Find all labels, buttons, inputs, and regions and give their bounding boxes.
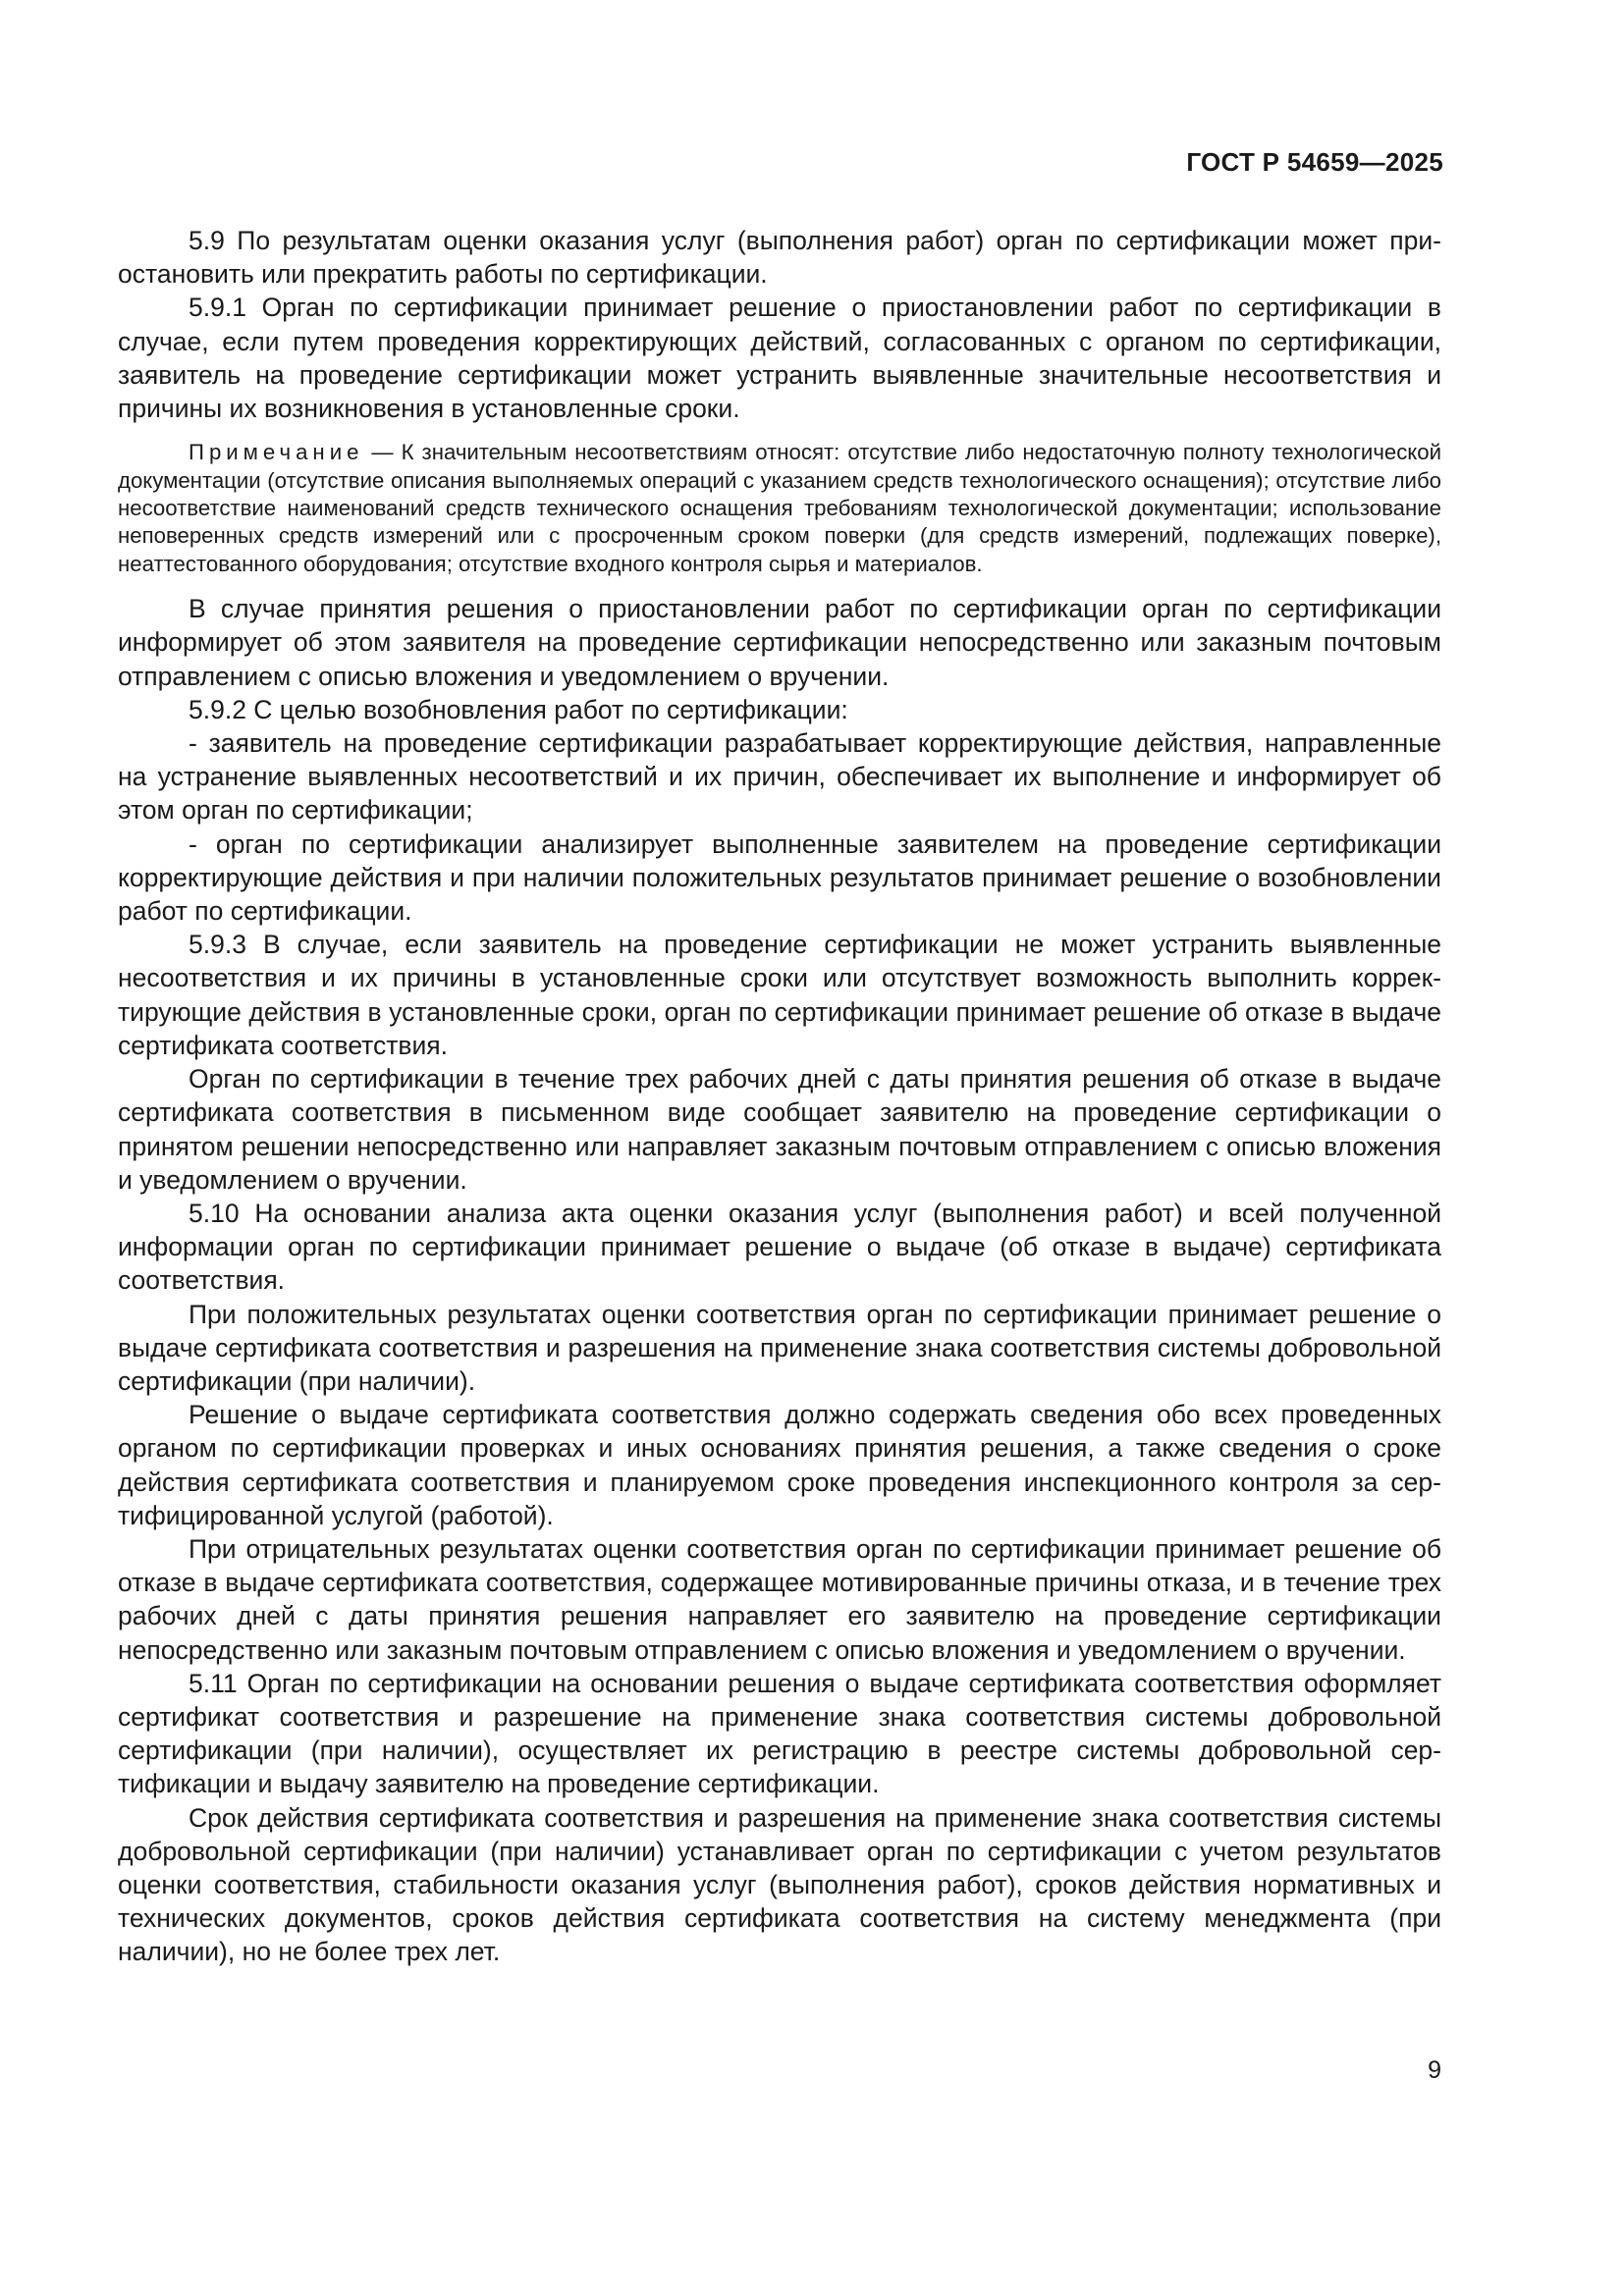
paragraph: 5.9.2 С целью возобновления работ по сертификации:: [189, 694, 848, 724]
document-body: [118, 224, 1441, 1969]
list-item: - заявитель на проведение сертификации разрабатывает корректирующие действия, направленные на устранение выявленных несоответствий и их причин, обеспечивает их выполнение и информирует об этом орган по сертификации;: [118, 728, 1441, 826]
document-header: ГОСТ Р 54659—2025: [1186, 147, 1443, 177]
paragraph: Решение о выдаче сертификата соответствия должно содержать сведения обо всех проведенных органом по сертификации проверках и иных основаниях принятия решения, а также сведения о сроке действия сертификата соответствия и планируемом сроке проведения инспекционного контроля за сертифицированной услугой (работой).: [118, 1400, 1441, 1530]
paragraph: При отрицательных результатах оценки соответствия орган по сертификации принимает решение об отказе в выдаче сертификата соответствия, содержащее мотивированные причины отказа, и в течение трех рабочих дней с даты принятия решения направляет его заявителю на проведение сертификации непосредственно или заказным почтовым отправлением с описью вложения и уведомлением о вручении.: [118, 1533, 1441, 1665]
page-number: 9: [1428, 2056, 1441, 2084]
paragraph: 5.9.3 В случае, если заявитель на проведение сертификации не может устранить выявленные несоответствия и их причины в установленные сроки или отсутствует возможность выполнить корректирующие действия в установленные сроки, орган по сертификации принимает решение об отказе в выдаче сертификата соответствия.: [118, 930, 1441, 1060]
paragraph: 5.10 На основании анализа акта оценки оказания услуг (выполнения работ) и всей полученной информации орган по сертификации принимает решение о выдаче (об отказе в выдаче) сертификата соответствия.: [118, 1198, 1441, 1296]
paragraph: 5.9.1 Орган по сертификации принимает решение о приостановлении работ по сертификации в случае, если путем проведения корректирующих действий, согласованных с органом по сертификации, заявитель на проведение сертификации может устранить выявленные значительные несоответствия и причины их возникновения в установленные сроки.: [118, 293, 1441, 424]
paragraph: Орган по сертификации в течение трех рабочих дней с даты принятия решения об отказе в выдаче сертификата соответствия в письменном виде сообщает заявителю на проведение сертификации о принятом решении непосредственно или направляет заказным почтовым отправлением с описью вложения и уведомлением о вручении.: [118, 1064, 1441, 1195]
note-label: Примечание: [189, 440, 364, 465]
note-text: — К значительным несоответствиям относят: отсутствие либо недостаточную полноту технологической документации (отсутствие описания выполняемых операций с указанием средств технологического оснащения); отсутствие либо несоответствие наименований средств технического оснащения требованиям технологической документации; использование неповеренных средств измерений или с просроченным сроком поверки (для средств измерений, подлежащих поверке), неаттестованного оборудования; отсутствие входного контроля сырья и материалов.: [118, 440, 1441, 576]
paragraph: 5.9 По результатам оценки оказания услуг (выполнения работ) орган по сертификации может приостановить или прекратить работы по сертификации.: [118, 226, 1441, 290]
list-item: - орган по сертификации анализирует выполненные заявителем на проведение сертификации корректирующие действия и при наличии положительных результатов принимает решение о возобновлении работ по сертификации.: [118, 828, 1441, 927]
paragraph: В случае принятия решения о приостановлении работ по сертификации орган по сертификации информирует об этом заявителя на проведение сертификации непосредственно или заказным почтовым отправлением с описью вложения и уведомлением о вручении.: [118, 594, 1441, 691]
paragraph: При положительных результатах оценки соответствия орган по сертификации принимает решение о выдаче сертификата соответствия и разрешения на применение знака соответствия системы добровольной сертификации (при наличии).: [118, 1299, 1441, 1396]
note: [118, 439, 1441, 578]
paragraph: Срок действия сертификата соответствия и разрешения на применение знака соответствия системы добровольной сертификации (при наличии) устанавливает орган по сертификации с учетом результатов оценки соответствия, стабильности оказания услуг (выполнения работ), сроков действия нормативных и технических документов, сроков действия сертификата соответствия на систему менеджмента (при наличии), но не более трех лет.: [118, 1802, 1441, 1967]
paragraph: 5.11 Орган по сертификации на основании решения о выдаче сертификата соответствия оформляет сертификат соответствия и разрешение на применение знака соответствия системы добровольной сертификации (при наличии), осуществляет их регистрацию в реестре системы добровольной сертификации и выдачу заявителю на проведение сертификации.: [118, 1668, 1441, 1799]
